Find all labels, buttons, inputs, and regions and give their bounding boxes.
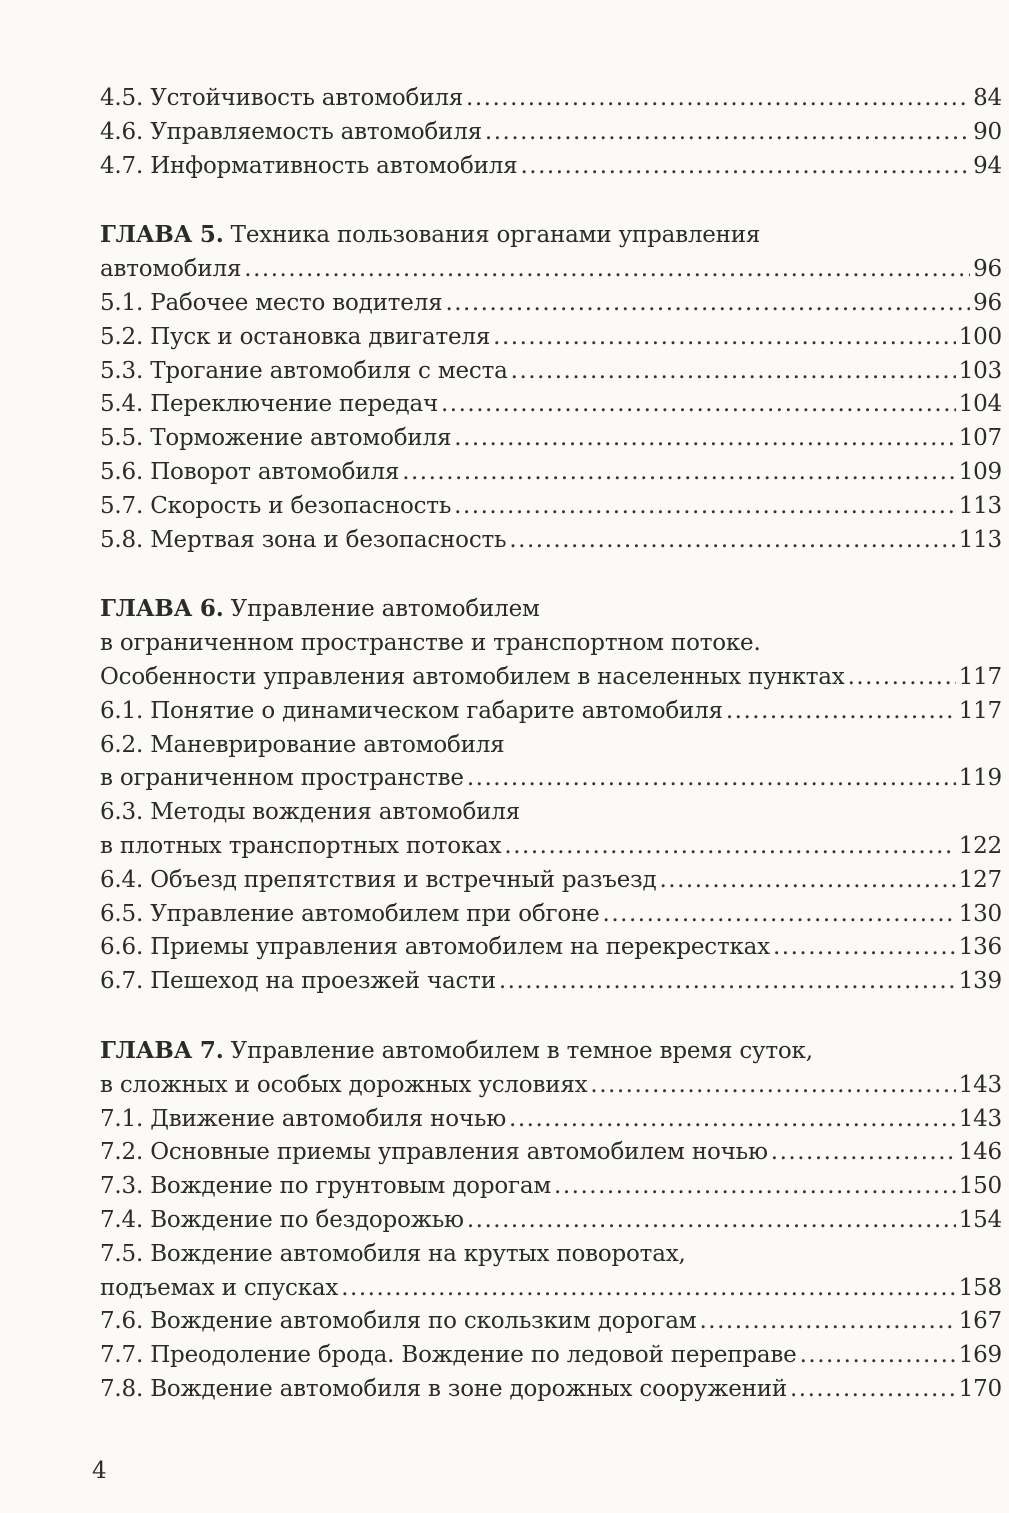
leader-dots: [603, 898, 956, 932]
toc-entry: 6.1. Понятие о динамическом габарите автомобиля ..... 117: [100, 695, 1002, 729]
chapter-heading: ГЛАВА 7. Управление автомобилем в темное время суток,: [100, 1036, 813, 1064]
toc-page: 143: [958, 1071, 1002, 1098]
page-number: 4: [92, 1458, 107, 1484]
leader-dots: [726, 695, 956, 729]
leader-dots: [790, 1373, 956, 1407]
toc-page: 117: [958, 663, 1002, 690]
toc-entry: 4.7. Информативность автомобиля ..... 94: [100, 150, 1002, 184]
toc-entry: 6.4. Объезд препятствия и встречный разъезд ..... 127: [100, 864, 1002, 898]
leader-dots: [402, 456, 956, 490]
toc-page: 117: [958, 697, 1002, 724]
toc-page: 127: [958, 866, 1002, 893]
leader-dots: [467, 762, 956, 796]
leader-dots: [771, 1136, 956, 1170]
toc-page: 96: [973, 256, 1002, 283]
leader-dots: [509, 1103, 956, 1137]
leader-dots: [773, 931, 956, 965]
toc-entry: в плотных транспортных потоках ..... 122: [100, 830, 1002, 864]
leader-dots: [467, 1204, 956, 1238]
chapter-heading: ГЛАВА 5. Техника пользования органами управления: [100, 221, 761, 249]
toc-entry: 7.7. Преодоление брода. Вождение по ледовой переправе ..... 169: [100, 1339, 1002, 1373]
leader-dots: [454, 490, 956, 524]
toc-entry: 5.6. Поворот автомобиля ..... 109: [100, 456, 1002, 490]
leader-dots: [511, 355, 956, 389]
toc-page: 158: [958, 1274, 1002, 1301]
leader-dots: [509, 524, 955, 558]
toc-page: 107: [958, 425, 1002, 452]
leader-dots: [466, 82, 970, 116]
toc-entry: 7.1. Движение автомобиля ночью ..... 143: [100, 1103, 1002, 1137]
leader-dots: [848, 661, 956, 695]
chapter-heading: ГЛАВА 6. Управление автомобилем: [100, 595, 540, 623]
leader-dots: [485, 116, 970, 150]
toc-entry: 5.7. Скорость и безопасность ..... 113: [100, 490, 1002, 524]
leader-dots: [590, 1069, 955, 1103]
toc-entry-line: 6.2. Маневрирование автомобиля: [100, 731, 505, 758]
toc-entry: в ограниченном пространстве ..... 119: [100, 762, 1002, 796]
leader-dots: [504, 830, 955, 864]
toc-page: 143: [958, 1105, 1002, 1132]
toc-page: 84: [973, 85, 1002, 111]
toc-entry: 5.3. Трогание автомобиля с места ..... 103: [100, 355, 1002, 389]
toc-entry: 6.5. Управление автомобилем при обгоне ..... 130: [100, 898, 1002, 932]
toc-page: 96: [973, 289, 1002, 316]
leader-dots: [659, 864, 955, 898]
toc-page: 146: [958, 1139, 1002, 1166]
toc-entry: 5.5. Торможение автомобиля ..... 107: [100, 422, 1002, 456]
toc-page: 139: [958, 968, 1002, 995]
toc-entry: в сложных и особых дорожных условиях ..... 143: [100, 1069, 1002, 1103]
toc-page: 94: [973, 152, 1002, 179]
toc-entry: 7.2. Основные приемы управления автомобилем ночью ..... 146: [100, 1136, 1002, 1170]
toc-entry: 4.6. Управляемость автомобиля ..... 90: [100, 116, 1002, 150]
toc-entry-line: 7.5. Вождение автомобиля на крутых поворотах,: [100, 1240, 686, 1267]
leader-dots: [244, 253, 970, 287]
toc-entry: 5.1. Рабочее место водителя ..... 96: [100, 287, 1002, 321]
toc-entry-line: 6.3. Методы вождения автомобиля: [100, 799, 520, 826]
leader-dots: [441, 388, 956, 422]
toc-entry: 5.4. Переключение передач ..... 104: [100, 388, 1002, 422]
toc-page: 169: [958, 1342, 1002, 1369]
toc-entry: подъемах и спусках ..... 158: [100, 1272, 1002, 1306]
toc-page: 109: [958, 458, 1002, 485]
toc-page: 104: [958, 391, 1002, 418]
toc-entry: 6.6. Приемы управления автомобилем на перекрестках ..... 136: [100, 931, 1002, 965]
leader-dots: [341, 1272, 955, 1306]
leader-dots: [800, 1339, 956, 1373]
leader-dots: [499, 965, 956, 999]
toc-entry: 7.8. Вождение автомобиля в зоне дорожных сооружений ..... 170: [100, 1373, 1002, 1407]
leader-dots: [554, 1170, 956, 1204]
toc-page: 122: [958, 832, 1002, 859]
toc-page: 100: [958, 323, 1002, 350]
leader-dots: [493, 321, 956, 355]
table-of-contents: [100, 82, 1002, 1407]
toc-page: 167: [958, 1308, 1002, 1335]
leader-dots: [699, 1305, 955, 1339]
toc-entry: 6.7. Пешеход на проезжей части ..... 139: [100, 965, 1002, 999]
leader-dots: [454, 422, 955, 456]
leader-dots: [445, 287, 970, 321]
toc-entry: 7.6. Вождение автомобиля по скользким дорогам ..... 167: [100, 1305, 1002, 1339]
toc-page: 154: [958, 1206, 1002, 1233]
toc-page: 103: [958, 357, 1002, 384]
chapter-title-line: в ограниченном пространстве и транспортном потоке.: [100, 630, 761, 657]
toc-page: 130: [958, 900, 1002, 927]
toc-entry: 5.2. Пуск и остановка двигателя ..... 100: [100, 321, 1002, 355]
toc-page: 113: [958, 492, 1002, 519]
toc-page: 113: [958, 526, 1002, 553]
toc-entry: 5.8. Мертвая зона и безопасность ..... 113: [100, 524, 1002, 558]
toc-entry: 4.5. Устойчивость автомобиля ..... 84: [100, 82, 1002, 116]
leader-dots: [520, 150, 970, 184]
toc-page: 119: [958, 765, 1002, 792]
toc-page: 136: [958, 934, 1002, 961]
toc-entry: автомобиля ..... 96: [100, 253, 1002, 287]
toc-entry: 7.4. Вождение по бездорожью ..... 154: [100, 1204, 1002, 1238]
toc-page: 170: [958, 1375, 1002, 1402]
toc-page: 150: [958, 1173, 1002, 1200]
toc-page: 90: [973, 118, 1002, 145]
toc-entry: Особенности управления автомобилем в населенных пунктах ..... 117: [100, 661, 1002, 695]
toc-entry: 7.3. Вождение по грунтовым дорогам ..... 150: [100, 1170, 1002, 1204]
